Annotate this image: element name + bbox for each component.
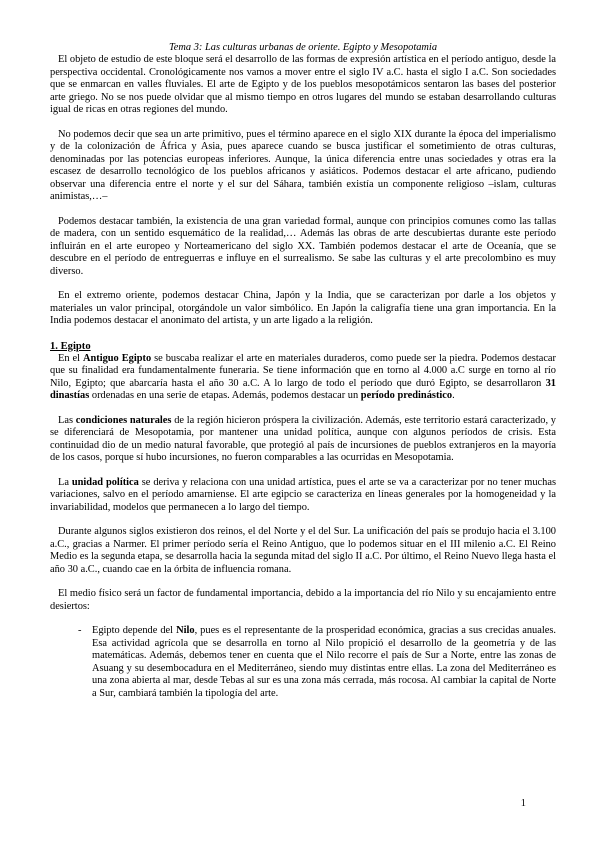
document-page (50, 42, 556, 700)
page-number: 1 (520, 798, 526, 809)
bold-term: condiciones naturales (75, 414, 172, 426)
text-run: La (58, 476, 72, 488)
egipto-paragraph-5: El medio físico será un factor de fundamental importancia, debido a la importancia del río Nilo y su encajamiento entre desiertos: (50, 588, 556, 612)
bullet-marker: - (78, 625, 82, 636)
egipto-paragraph-2 (50, 415, 556, 465)
list-item (92, 625, 556, 700)
intro-paragraph-3: Podemos destacar también, la existencia de una gran variedad formal, aunque con principios comunes como las tallas de madera, con un sentido esquemático de la realidad,… Además las obras de arte descubiertas durante este período influirán en el arte europeo y Norteamericano del siglo XX. También podemos destacar el arte de Oceanía, que se descubre en el período de entreguerras e influye en el surrealismo. Se sabe las culturas y el arte precolombino es muy diverso. (50, 215, 556, 277)
bold-term: Nilo (176, 625, 195, 636)
text-run: Egipto depende del (92, 625, 177, 636)
text-run: . (452, 390, 455, 401)
intro-paragraph-4: En el extremo oriente, podemos destacar China, Japón y la India, que se caracterizan por darle a los objetos y materiales un valor principal, otorgándole un valor simbólico. En Japón la caligrafía tiene una gran importancia. En la India podemos destacar el anonimato del artista, y un arte ligado a la religión. (50, 290, 556, 326)
text-run: se deriva y relaciona con una unidad artística, pues el arte se va a caracterizar por no tener muchas variaciones, salvo en el período amarniense. El arte egipcio se caracteriza en líneas generales por la homogeneidad y la invariabilidad, modelos que permanecen a lo largo del tiempo. (50, 476, 556, 513)
text-run: de la región hicieron próspera la civilización. Además, este territorio estará caracterizado, y se diferenciará de Mesopotamia, por mantener una unidad política, aunque con algunos períodos de crisis. Esta continuidad dio de un medio natural favorable, que protegió al país de incursiones de pueblos extranjeros en la mayoría de los casos, porque sí hubo incursiones, no fueron comparables a las ocurridas en Mesopotamia. (50, 414, 557, 463)
bold-term: Antiguo Egipto (82, 352, 152, 364)
bold-term: período predinástico (360, 390, 453, 401)
intro-paragraph-2: No podemos decir que sea un arte primitivo, pues el término aparece en el siglo XIX durante la época del imperialismo y de la colonización de África y Asia, pues aparece cuando se busca justificar el sometimiento de otras culturas, denominadas por las potencias europeas inferiores. Aunque, la única diferencia entre unas sociedades y otras era la escasez de desarrollo tecnológico de los pueblos africanos y asiáticos. Podemos destacar el arte africano, pudiendo observar una diferencia entre el norte y el sur del Sáhara, también existía un componente religioso –islam, culturas animistas,…– (50, 128, 556, 202)
egipto-paragraph-3 (50, 477, 556, 515)
bold-term: unidad política (71, 476, 139, 488)
text-run: En el (58, 352, 83, 364)
text-run: , pues es el representante de la prosperidad económica, gracias a sus crecidas anuales. Esa actividad agrícola que se desarrolla en torno al Nilo propició el desarrollo de la geometría y de las matemáticas. Además, debemos tener en cuenta que el Nilo recorre el país de Sur a Norte, entre las zonas de Asuang y su desembocadura en el Mediterráneo, siendo muy distintas entre ellas. La zona del Mediterráneo es una zona abierta al mar, desde Tebas al sur es una zona más cerrada, más rocosa. Al cambiar la capital de Norte a Sur, cambiará también la tipología del arte. (92, 625, 557, 699)
bold-term: 31 dinastías (50, 377, 556, 401)
egipto-paragraph-4: Durante algunos siglos existieron dos reinos, el del Norte y el del Sur. La unificación del país se produjo hacia el 3.100 a.C., gracias a Narmer. El primer período sería el Reino Antiguo, que lo podemos situar en el III milenio a.C. El Reino Medio es la segunda etapa, se desarrolla hacia la segunda mitad del siglo II a.C. Por último, el Reino Nuevo llega hasta el año 30 a.C., cuando cae en la órbita de influencia romana. (50, 526, 556, 575)
egipto-paragraph-1 (50, 353, 556, 403)
text-run: Las (58, 414, 76, 426)
intro-paragraph-1: El objeto de estudio de este bloque será el desarrollo de las formas de expresión artística en el período antiguo, desde la perspectiva occidental. Cronológicamente nos vamos a mover entre el siglo IV a.C. hasta el siglo I a.C. Son sociedades que se enmarcan en valles fluviales. El arte de Egipto y de los pueblos mesopotámicos sentaron las bases del posterior arte griego. No se nos puede olvidar que al mismo tiempo en otros lugares del mundo se estaban desarrollando culturas igual de ricas en otras regiones del mundo. (50, 54, 556, 115)
text-run: se buscaba realizar el arte en materiales duraderos, como puede ser la piedra. Podemos destacar que su finalidad era fundamentalmente funeraria. Se tiene información que en torno al 4.000 a.C surge en torno al río Nilo, Egipto; que abarcaría hasta el año 30 a.C. A lo largo de todo el período que duró Egipto, se desarrollaron (50, 352, 556, 389)
bullet-list (78, 625, 557, 700)
document-title: Tema 3: Las culturas urbanas de oriente. Egipto y Mesopotamia (168, 42, 438, 53)
section-heading-egipto: 1. Egipto (50, 340, 91, 352)
text-run: ordenadas en una serie de etapas. Además, podemos destacar un (89, 390, 361, 401)
